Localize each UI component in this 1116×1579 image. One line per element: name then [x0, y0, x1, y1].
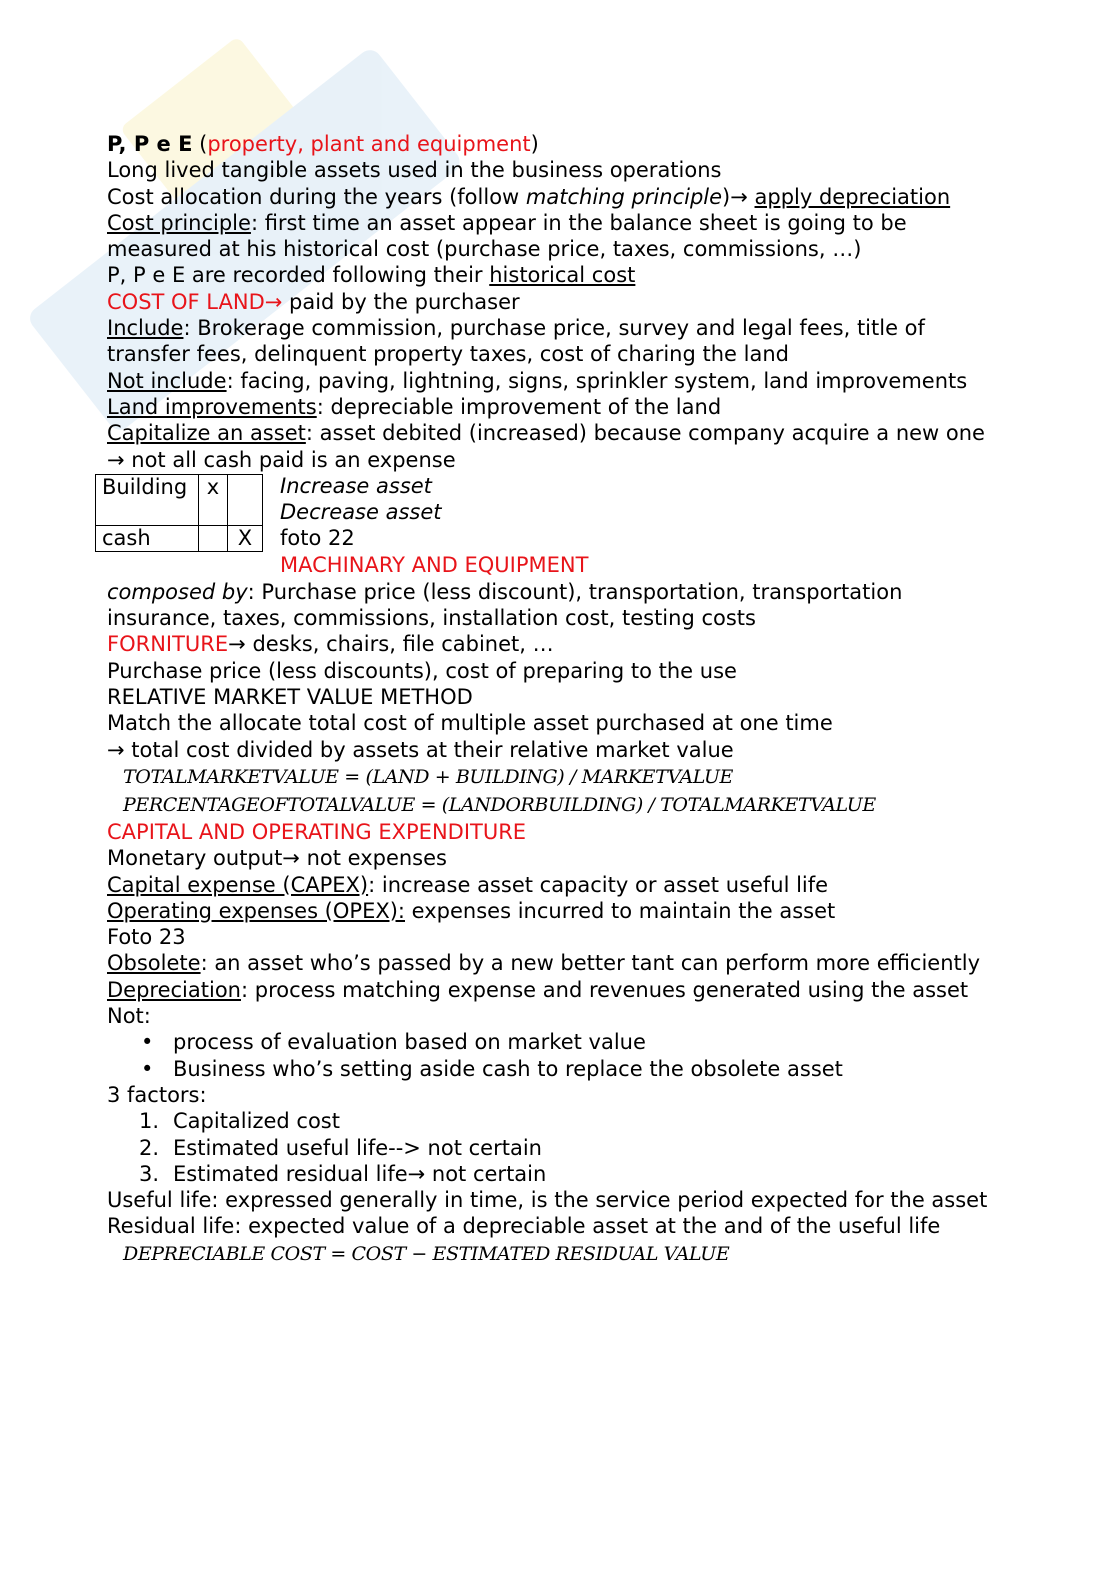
ledger-notes — [280, 473, 588, 578]
list-item: 1. Capitalized cost — [139, 1109, 340, 1134]
cost-allocation: Cost allocation during the years (follow matching principle)→ apply depreciation — [107, 184, 951, 209]
not-include-line: Not include: facing, paving, lightning, signs, sprinkler system, land improvements — [107, 368, 968, 393]
foto-22-label: foto 22 — [280, 526, 355, 551]
intro-line: Long lived tangible assets used in the business operations — [107, 158, 722, 183]
ledger-debit-cell — [199, 525, 228, 551]
cost-of-land: COST OF LAND→ paid by the purchaser — [107, 289, 520, 314]
capitalize-line: Capitalize an asset: asset debited (increased) because company acquire a new one — [107, 421, 985, 446]
foto-23-label: Foto 23 — [107, 925, 186, 950]
not-all-cash-line: → not all cash paid is an expense — [107, 447, 456, 472]
machinary-heading: MACHINARY AND EQUIPMENT — [280, 552, 589, 577]
section-title: P, P e E (property, plant and equipment) — [107, 132, 539, 156]
useful-life-line: Useful life: expressed generally in time, is the service period expected for the asset — [107, 1188, 988, 1213]
ledger-credit-cell — [228, 474, 263, 525]
ledger-note-decrease: Decrease asset — [280, 500, 442, 525]
table-row — [96, 525, 263, 551]
ledger-note-increase: Increase asset — [280, 473, 432, 498]
land-improvements-line: Land improvements: depreciable improvement of the land — [107, 394, 722, 419]
formula-percentage-total-value: PERCENTAGEOFTOTALVALUE = (LANDORBUILDING) / TOTALMARKETVALUE — [123, 793, 876, 816]
ledger-block — [95, 473, 1007, 577]
ledger-debit-cell: x — [199, 474, 228, 525]
recorded-line: P, P e E are recorded following their historical cost — [107, 263, 636, 288]
list-item: 3. Estimated residual life→ not certain — [139, 1161, 547, 1186]
ledger-table — [95, 474, 263, 552]
not-label: Not: — [107, 1004, 151, 1029]
factors-label: 3 factors: — [107, 1082, 207, 1107]
rmv-match-line: Match the allocate total cost of multiple asset purchased at one time — [107, 711, 833, 736]
formula-total-market-value: TOTALMARKETVALUE = (LAND + BUILDING) / MARKETVALUE — [123, 765, 734, 788]
document-body — [102, 131, 1007, 1268]
rmv-heading: RELATIVE MARKET VALUE METHOD — [107, 685, 473, 710]
list-item: 2. Estimated useful life--> not certain — [139, 1135, 542, 1160]
not-list — [107, 1029, 1007, 1082]
capex-opex-heading: CAPITAL AND OPERATING EXPENDITURE — [107, 819, 527, 844]
cost-principle: Cost principle: first time an asset appear in the balance sheet is going to be measured at his historical cost (purchase price, taxes, commissions, …) — [107, 210, 914, 262]
formula-depreciable-cost: DEPRECIABLE COST = COST − ESTIMATED RESIDUAL VALUE — [123, 1242, 730, 1265]
forniture-line: FORNITURE→ desks, chairs, file cabinet, … — [107, 632, 554, 657]
composed-line: composed by: Purchase price (less discount), transportation, transportation insurance, taxes, commissions, installation cost, testing costs — [107, 579, 910, 631]
include-line: Include: Brokerage commission, purchase price, survey and legal fees, title of transfer fees, delinquent property taxes, cost of charing the land — [107, 316, 932, 367]
ledger-credit-cell: X — [228, 525, 263, 551]
ledger-account-cell: cash — [96, 525, 199, 551]
obsolete-line: Obsolete: an asset who’s passed by a new better tant can perform more efficiently — [107, 951, 981, 976]
factors-list — [107, 1108, 1007, 1187]
rmv-divided-line: → total cost divided by assets at their relative market value — [107, 737, 734, 762]
capex-line: Capital expense (CAPEX): increase asset capacity or asset useful life — [107, 872, 829, 897]
depreciation-line: Depreciation: process matching expense and revenues generated using the asset — [107, 977, 969, 1002]
forniture-cost-line: Purchase price (less discounts), cost of preparing to the use — [107, 658, 737, 683]
ledger-account-cell: Building — [96, 474, 199, 525]
residual-life-line: Residual life: expected value of a depreciable asset at the and of the useful life — [107, 1214, 941, 1239]
list-item: • process of evaluation based on market value — [173, 1029, 1007, 1055]
list-item: • Business who’s setting aside cash to replace the obsolete asset — [173, 1056, 1007, 1082]
monetary-line: Monetary output→ not expenses — [107, 846, 447, 871]
opex-line: Operating expenses (OPEX): expenses incurred to maintain the asset — [107, 898, 836, 923]
table-row — [96, 474, 263, 525]
